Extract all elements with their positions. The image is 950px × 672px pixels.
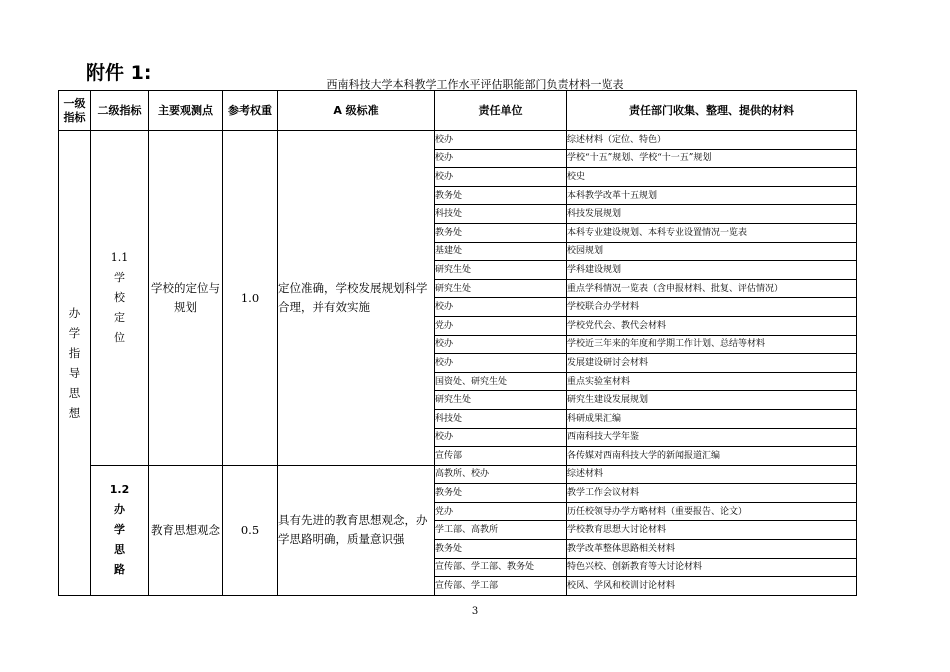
responsible-unit: 学工部、高教所 [435, 521, 567, 540]
level2-char: 学 [114, 523, 125, 537]
level2-char: 定 [114, 310, 125, 324]
header-responsible-unit: 责任单位 [435, 91, 567, 131]
responsible-unit: 国资处、研究生处 [435, 372, 567, 391]
material-item: 本科教学改革十五规划 [567, 186, 857, 205]
level2-char: 思 [114, 543, 125, 557]
responsible-unit: 校办 [435, 428, 567, 447]
responsible-unit: 教务处 [435, 540, 567, 559]
responsible-unit: 宣传部、学工部 [435, 577, 567, 596]
materials-table [58, 90, 857, 596]
level1-char: 想 [68, 405, 81, 420]
responsible-unit: 基建处 [435, 242, 567, 261]
material-item: 本科专业建设规划、本科专业设置情况一览表 [567, 223, 857, 242]
responsible-unit: 党办 [435, 316, 567, 335]
material-item: 特色兴校、创新教育等大讨论材料 [567, 558, 857, 577]
material-item: 学校党代会、教代会材料 [567, 316, 857, 335]
material-item: 历任校领导办学方略材料（重要报告、论文） [567, 502, 857, 521]
observation-point: 学校的定位与规划 [149, 131, 223, 466]
a-standard: 具有先进的教育思想观念，办学思路明确，质量意识强 [278, 465, 435, 595]
responsible-unit: 党办 [435, 502, 567, 521]
responsible-unit: 校办 [435, 298, 567, 317]
level2-indicator [91, 131, 149, 466]
header-level1-indicator: 一级指标 [59, 91, 91, 131]
header-main-observation: 主要观测点 [149, 91, 223, 131]
level2-indicator [91, 465, 149, 595]
responsible-unit: 校办 [435, 168, 567, 187]
responsible-unit: 宣传部 [435, 447, 567, 466]
header-materials: 责任部门收集、整理、提供的材料 [567, 91, 857, 131]
level2-char: 1.2 [109, 483, 130, 497]
responsible-unit: 研究生处 [435, 261, 567, 280]
table-row [59, 131, 857, 150]
header-level2-indicator: 二级指标 [91, 91, 149, 131]
reference-weight: 0.5 [223, 465, 278, 595]
material-item: 综述材料（定位、特色） [567, 131, 857, 150]
table-row [59, 465, 857, 484]
material-item: 学校近三年来的年度和学期工作计划、总结等材料 [567, 335, 857, 354]
responsible-unit: 教务处 [435, 223, 567, 242]
responsible-unit: 校办 [435, 131, 567, 150]
responsible-unit: 教务处 [435, 484, 567, 503]
material-item: 学校教育思想大讨论材料 [567, 521, 857, 540]
material-item: 学科建设规划 [567, 261, 857, 280]
material-item: 校园规划 [567, 242, 857, 261]
level1-char: 导 [68, 365, 81, 380]
level2-char: 办 [114, 503, 125, 517]
material-item: 学校“十五”规划、学校“十一五”规划 [567, 149, 857, 168]
material-item: 科研成果汇编 [567, 409, 857, 428]
responsible-unit: 研究生处 [435, 391, 567, 410]
material-item: 重点学科情况一览表（含申报材料、批复、评估情况） [567, 279, 857, 298]
material-item: 各传媒对西南科技大学的新闻报道汇编 [567, 447, 857, 466]
responsible-unit: 教务处 [435, 186, 567, 205]
material-item: 发展建设研讨会材料 [567, 354, 857, 373]
level1-indicator [59, 131, 91, 596]
level1-char: 学 [68, 325, 81, 340]
responsible-unit: 科技处 [435, 205, 567, 224]
responsible-unit: 校办 [435, 149, 567, 168]
material-item: 重点实验室材料 [567, 372, 857, 391]
reference-weight: 1.0 [223, 131, 278, 466]
responsible-unit: 科技处 [435, 409, 567, 428]
material-item: 西南科技大学年鉴 [567, 428, 857, 447]
observation-point: 教育思想观念 [149, 465, 223, 595]
material-item: 学校联合办学材料 [567, 298, 857, 317]
material-item: 校史 [567, 168, 857, 187]
responsible-unit: 校办 [435, 354, 567, 373]
level1-char: 思 [68, 385, 81, 400]
responsible-unit: 校办 [435, 335, 567, 354]
responsible-unit: 高教所、校办 [435, 465, 567, 484]
level2-char: 1.1 [110, 250, 129, 264]
material-item: 研究生建设发展规划 [567, 391, 857, 410]
material-item: 综述材料 [567, 465, 857, 484]
material-item: 教学工作会议材料 [567, 484, 857, 503]
header-a-standard: A 级标准 [278, 91, 435, 131]
material-item: 科技发展规划 [567, 205, 857, 224]
level1-char: 指 [68, 345, 81, 360]
material-item: 校风、学风和校训讨论材料 [567, 577, 857, 596]
document-title: 西南科技大学本科教学工作水平评估职能部门负责材料一览表 [326, 78, 624, 91]
level2-char: 学 [114, 270, 125, 284]
level2-char: 路 [114, 563, 125, 577]
attachment-label: 附件 1: [86, 62, 152, 84]
responsible-unit: 宣传部、学工部、教务处 [435, 558, 567, 577]
a-standard: 定位准确，学校发展规划科学合理，并有效实施 [278, 131, 435, 466]
page-number: 3 [471, 606, 479, 617]
header-reference-weight: 参考权重 [223, 91, 278, 131]
level1-char: 办 [68, 305, 81, 320]
level2-char: 位 [114, 330, 125, 344]
responsible-unit: 研究生处 [435, 279, 567, 298]
material-item: 教学改革整体思路相关材料 [567, 540, 857, 559]
level2-char: 校 [114, 290, 125, 304]
header-row [59, 91, 857, 131]
